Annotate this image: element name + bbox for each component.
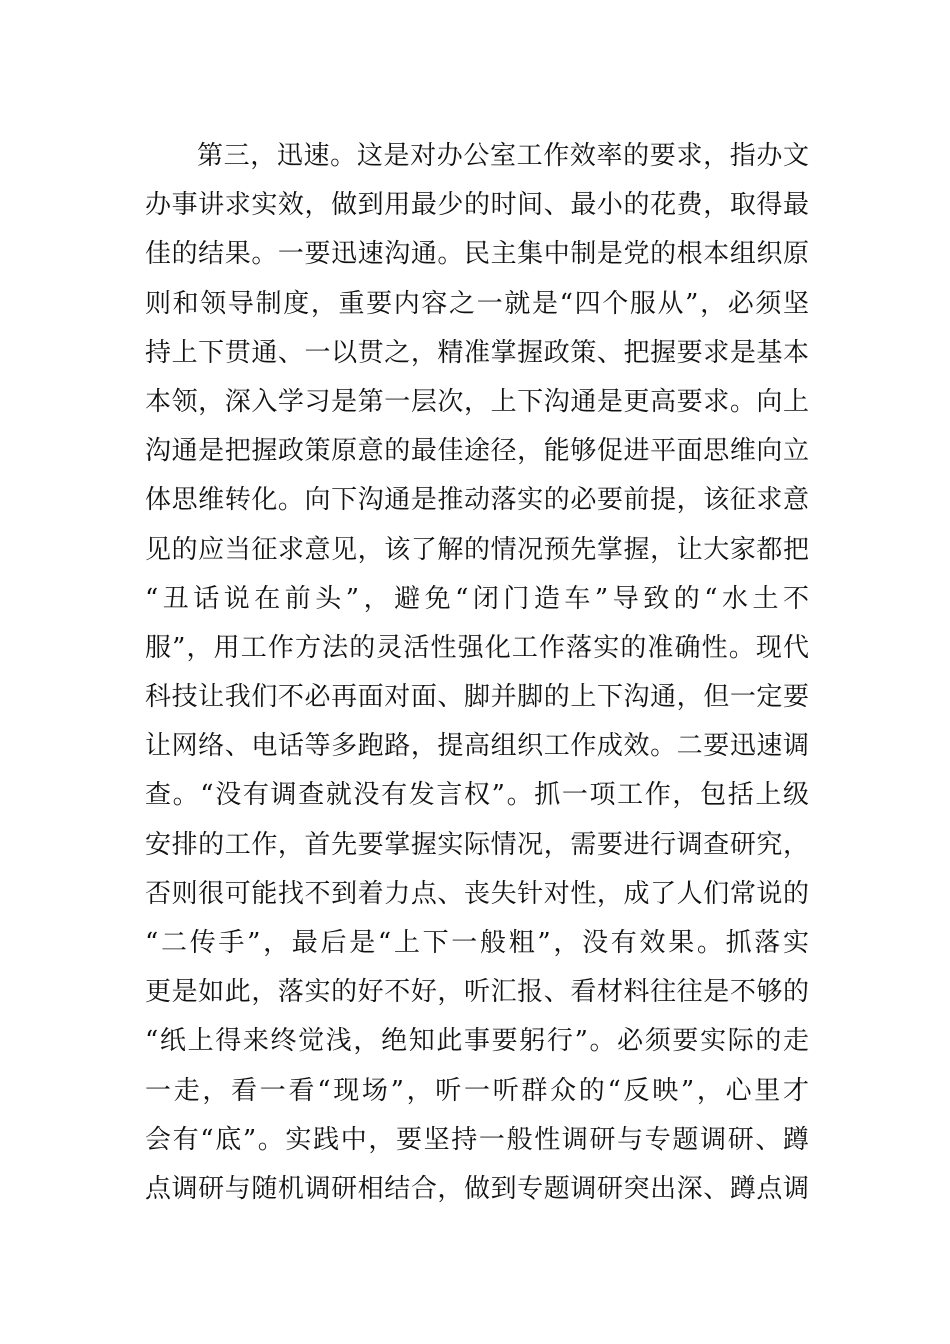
paragraph-line: 查。“没有调查就没有发言权”。抓一项工作，包括上级 [145, 780, 809, 811]
paragraph-line: “丑话说在前头”，避免“闭门造车”导致的“水土不 [145, 583, 809, 614]
paragraph-line: 佳的结果。一要迅速沟通。民主集中制是党的根本组织原 [145, 239, 809, 270]
paragraph-line: 安排的工作，首先要掌握实际情况，需要进行调查研究， [145, 829, 809, 860]
paragraph-line: 则和领导制度，重要内容之一就是“四个服从”，必须坚 [145, 288, 809, 319]
paragraph-line: 让网络、电话等多跑路，提高组织工作成效。二要迅速调 [145, 731, 809, 762]
paragraph-line: 见的应当征求意见，该了解的情况预先掌握，让大家都把 [145, 534, 809, 565]
paragraph-line: 一走，看一看“现场”，听一听群众的“反映”，心里才 [145, 1075, 809, 1106]
paragraph-line: 服”，用工作方法的灵活性强化工作落实的准确性。现代 [145, 632, 809, 663]
paragraph-line: 办事讲求实效，做到用最少的时间、最小的花费，取得最 [145, 190, 809, 221]
paragraph-line: 点调研与随机调研相结合，做到专题调研突出深、蹲点调 [145, 1173, 809, 1204]
paragraph-line: “纸上得来终觉浅，绝知此事要躬行”。必须要实际的走 [145, 1026, 809, 1057]
paragraph-line: 更是如此，落实的好不好，听汇报、看材料往往是不够的 [145, 977, 809, 1008]
paragraph-line: 第三，迅速。这是对办公室工作效率的要求，指办文 [197, 141, 809, 171]
paragraph-line: 否则很可能找不到着力点、丧失针对性，成了人们常说的 [145, 878, 809, 909]
paragraph-line: 持上下贯通、一以贯之，精准掌握政策、把握要求是基本 [145, 337, 809, 368]
body-paragraph [145, 132, 809, 1214]
paragraph-line: “二传手”，最后是“上下一般粗”，没有效果。抓落实 [145, 928, 809, 958]
paragraph-line: 沟通是把握政策原意的最佳途径，能够促进平面思维向立 [145, 436, 809, 467]
paragraph-line: 本领，深入学习是第一层次，上下沟通是更高要求。向上 [145, 386, 809, 417]
paragraph-line: 体思维转化。向下沟通是推动落实的必要前提，该征求意 [145, 485, 809, 516]
paragraph-line: 会有“底”。实践中，要坚持一般性调研与专题调研、蹲 [145, 1124, 809, 1155]
paragraph-line: 科技让我们不必再面对面、脚并脚的上下沟通，但一定要 [145, 682, 809, 713]
